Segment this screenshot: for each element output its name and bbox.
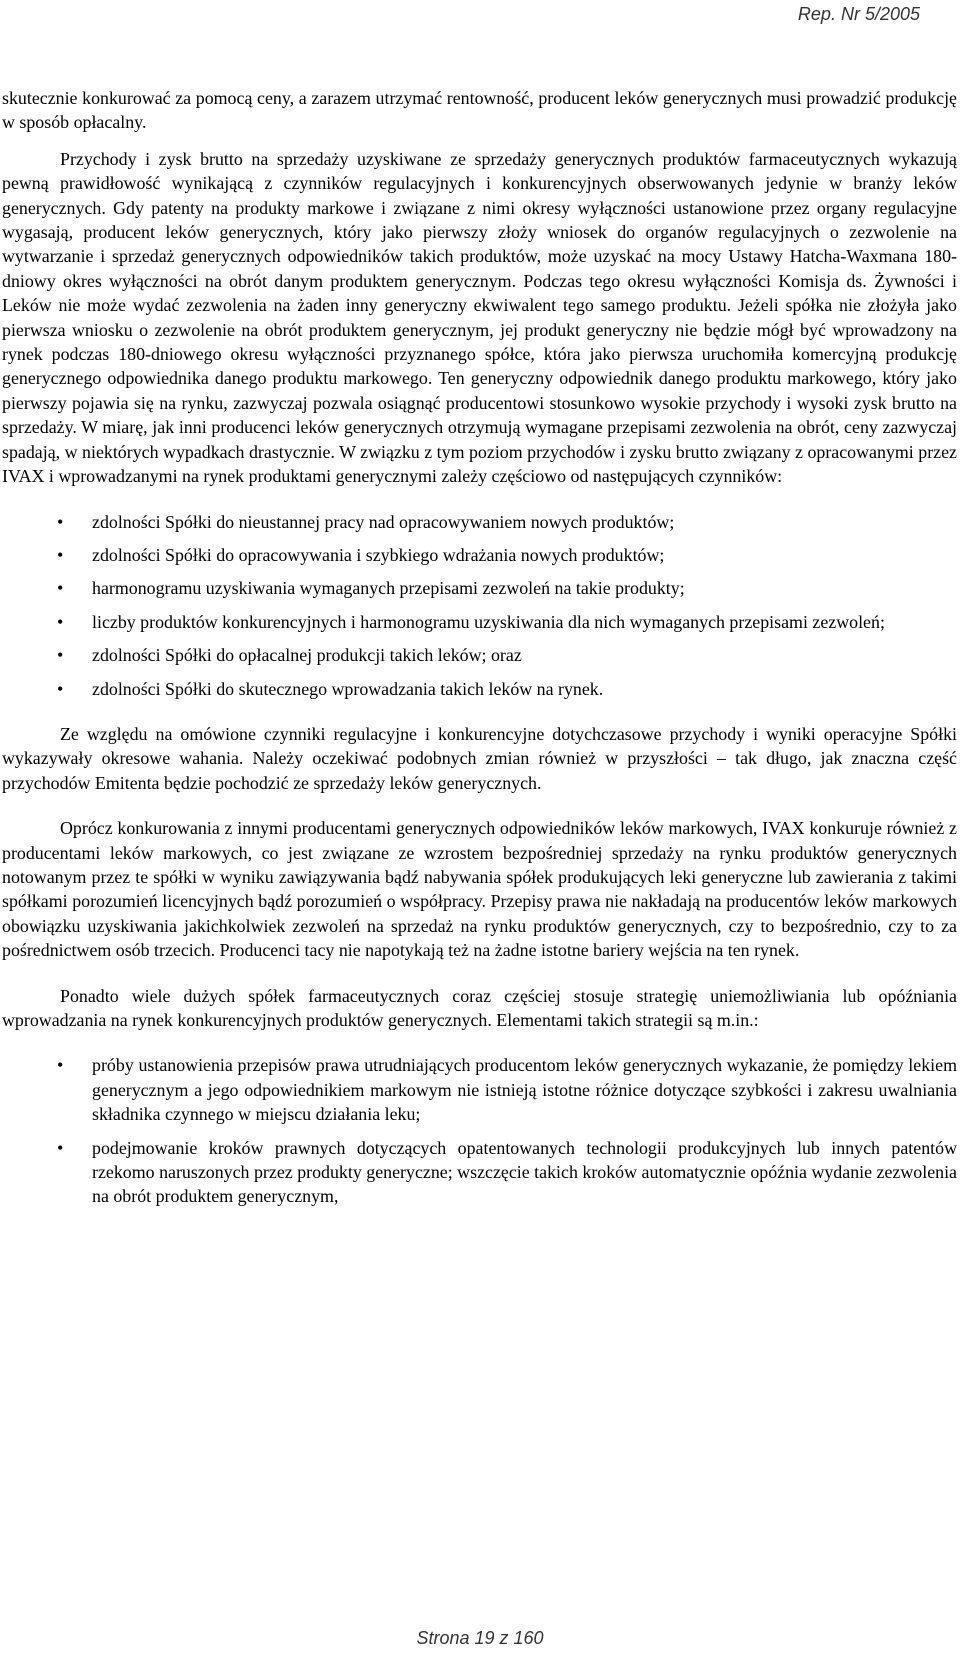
list-item: • zdolności Spółki do nieustannej pracy nad opracowywaniem nowych produktów;: [2, 510, 957, 534]
list-item: • liczby produktów konkurencyjnych i harmonogramu uzyskiwania dla nich wymaganych przepisami zezwoleń;: [2, 610, 957, 634]
paragraph-brand-competition: Oprócz konkurowania z innymi producentami generycznych odpowiedników leków markowych, IVAX konkuruje również z producentami leków markowych, co jest związane ze wzrostem bezpośredniej sprzedaży na rynku produktów generycznych notowanym przez te spółki w wyniku zawiązywania bądź nabywania spółek produkujących leki generyczne lub zawierania z takimi spółkami porozumień licencyjnych bądź porozumień o współpracy. Przepisy prawa nie nakładają na producentów leków markowych obowiązku uzyskiwania jakichkolwiek zezwoleń na sprzedaż na rynku produktów generycznych, czy to bezpośrednio, czy to za pośrednictwem osób trzecich. Producenci tacy nie napotykają też na żadne istotne bariery wejścia na ten rynek.: [2, 818, 957, 961]
strategies-list: [2, 1053, 957, 1208]
paragraph-strategies-intro: Ponadto wiele dużych spółek farmaceutycznych coraz częściej stosuje strategię uniemożliwiania lub opóźniania wprowadzania na rynek konkurencyjnych produktów generycznych. Elementami takich strategii są m.in.:: [2, 985, 957, 1030]
list-item: • zdolności Spółki do opracowywania i szybkiego wdrażania nowych produktów;: [2, 543, 957, 567]
factors-list: [2, 510, 957, 701]
paragraph-continuation: skutecznie konkurować za pomocą ceny, a zarazem utrzymać rentowność, producent leków generycznych musi prowadzić produkcję w sposób opłacalny.: [2, 88, 957, 133]
list-item: • podejmowanie kroków prawnych dotyczących opatentowanych technologii produkcyjnych lub innych patentów rzekomo naruszonych przez produkty generyczne; wszczęcie takich kroków automatycznie opóźnia wydanie zezwolenia na obrót produktem generycznym,: [2, 1136, 957, 1209]
paragraph-revenue-pattern: Przychody i zysk brutto na sprzedaży uzyskiwane ze sprzedaży generycznych produktów farmaceutycznych wykazują pewną prawidłowość wynikającą z czynników regulacyjnych i konkurencyjnych obserwowanych jedynie w branży leków generycznych. Gdy patenty na produkty markowe i związane z nimi okresy wyłączności ustanowione przez organy regulacyjne wygasają, producent leków generycznych, który jako pierwszy złoży wniosek do organów regulacyjnych o zezwolenie na wytwarzanie i sprzedaż generycznych odpowiedników takich produktów, może uzyskać na mocy Ustawy Hatcha-Waxmana 180-dniowy okres wyłączności na obrót danym produktem generycznym. Podczas tego okresu wyłączności Komisja ds. Żywności i Leków nie może wydać zezwolenia na żaden inny generyczny ekwiwalent tego samego produktu. Jeżeli spółka nie złożyła jako pierwsza wniosku o zezwolenie na obrót produktem generycznym, jej produkt generyczny nie będzie mógł być wprowadzony na rynek podczas 180-dniowego okresu wyłączności przyznanego spółce, która jako pierwsza uruchomiła komercyjną produkcję generycznego odpowiednika danego produktu markowego. Ten generyczny odpowiednik danego produktu markowego, który jako pierwszy pojawia się na rynku, zazwyczaj pozwala osiągnąć producentowi stosunkowo wysokie przychody i wysoki zysk brutto na sprzedaży. W miarę, jak inni producenci leków generycznych otrzymują wymagane przepisami zezwolenia na obrót, ceny zazwyczaj spadają, w niektórych wypadkach drastycznie. W związku z tym poziom przychodów i zysku brutto związany z opracowanymi przez IVAX i wprowadzanymi na rynek produktami generycznymi zależy częściowo od następujących czynników:: [2, 148, 957, 487]
list-item: • zdolności Spółki do opłacalnej produkcji takich leków; oraz: [2, 643, 957, 667]
list-item: • harmonogramu uzyskiwania wymaganych przepisami zezwoleń na takie produkty;: [2, 576, 957, 600]
document-header: Rep. Nr 5/2005: [797, 4, 920, 24]
document-body: [2, 86, 957, 1218]
list-item: • zdolności Spółki do skutecznego wprowadzania takich leków na rynek.: [2, 677, 957, 701]
page-number: Strona 19 z 160: [416, 1628, 544, 1648]
list-item: • próby ustanowienia przepisów prawa utrudniających producentom leków generycznych wykazanie, że pomiędzy lekiem generycznym a jego odpowiednikiem markowym nie istnieją istotne różnice dotyczące szybkości i zakresu uwalniania składnika czynnego w miejscu działania leku;: [2, 1053, 957, 1126]
paragraph-fluctuations: Ze względu na omówione czynniki regulacyjne i konkurencyjne dotychczasowe przychody i wyniki operacyjne Spółki wykazywały okresowe wahania. Należy oczekiwać podobnych zmian również w przyszłości – tak długo, jak znaczna część przychodów Emitenta będzie pochodzić ze sprzedaży leków generycznych.: [2, 723, 957, 793]
